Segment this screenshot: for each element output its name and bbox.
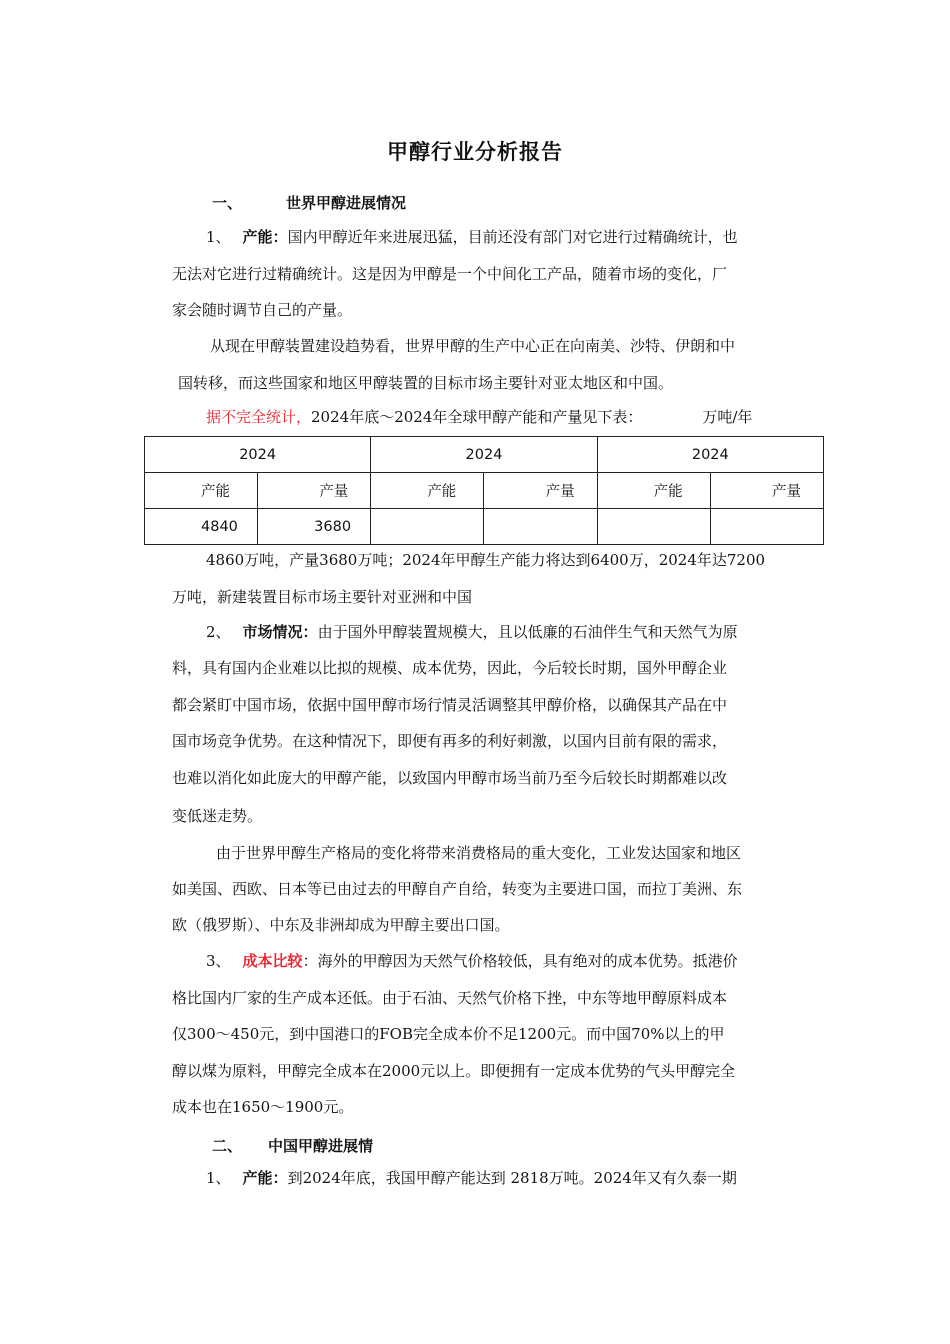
paragraph-line: 成本也在1650～1900元。 <box>172 1098 354 1116</box>
table-subheader: 产能 <box>371 473 484 509</box>
paragraph-line: 醇以煤为原料，甲醇完全成本在2000元以上。即便拥有一定成本优势的气头甲醇完全 <box>172 1062 736 1080</box>
capacity-table <box>144 436 824 545</box>
table-subheader: 产能 <box>145 473 258 509</box>
table-cell <box>484 509 597 545</box>
paragraph-line: 仅300～450元，到中国港口的FOB完全成本价不足1200元。而中国70%以上的甲 <box>172 1025 725 1043</box>
table-subheader: 产量 <box>484 473 597 509</box>
table-cell <box>597 509 710 545</box>
table-cell: 4840 <box>145 509 258 545</box>
table-header: 2024 <box>145 437 371 473</box>
table-subheader: 产量 <box>258 473 371 509</box>
paragraph-line: 万吨，新建装置目标市场主要针对亚洲和中国 <box>172 588 473 606</box>
section-heading: 二、 中国甲醇进展情 <box>212 1137 374 1155</box>
section-heading: 一、 世界甲醇进展情况 <box>212 194 407 212</box>
table-cell: 3680 <box>258 509 371 545</box>
paragraph-line: 由于世界甲醇生产格局的变化将带来消费格局的重大变化，工业发达国家和地区 <box>216 844 742 862</box>
paragraph-line: 都会紧盯中国市场，依据中国甲醇市场行情灵活调整其甲醇价格，以确保其产品在中 <box>172 696 728 714</box>
table-cell <box>710 509 823 545</box>
paragraph-line: 变低迷走势。 <box>172 807 263 825</box>
paragraph-line: 从现在甲醇装置建设趋势看，世界甲醇的生产中心正在向南美、沙特、伊朗和中 <box>210 337 736 355</box>
paragraph-line: 1、 产能：到2024年底，我国甲醇产能达到 2818万吨。2024年又有久泰一期 <box>206 1169 737 1187</box>
table-subheader: 产能 <box>597 473 710 509</box>
paragraph-line: 也难以消化如此庞大的甲醇产能，以致国内甲醇市场当前乃至今后较长时期都难以改 <box>172 769 728 787</box>
paragraph-line: 家会随时调节自己的产量。 <box>172 301 353 319</box>
paragraph-line: 1、 产能：国内甲醇近年来进展迅猛，目前还没有部门对它进行过精确统计，也 <box>206 228 738 246</box>
paragraph-line: 无法对它进行过精确统计。这是因为甲醇是一个中间化工产品，随着市场的变化，厂 <box>172 265 728 283</box>
paragraph-line: 2、 市场情况：由于国外甲醇装置规模大，且以低廉的石油伴生气和天然气为原 <box>206 623 738 641</box>
paragraph-line: 如美国、西欧、日本等已由过去的甲醇自产自给，转变为主要进口国，而拉丁美洲、东 <box>172 880 743 898</box>
page-title: 甲醇行业分析报告 <box>387 140 563 164</box>
table-header: 2024 <box>597 437 823 473</box>
table-header: 2024 <box>371 437 597 473</box>
paragraph-line: 料，具有国内企业难以比拟的规模、成本优势，因此，今后较长时期，国外甲醇企业 <box>172 659 728 677</box>
paragraph-line: 国转移，而这些国家和地区甲醇装置的目标市场主要针对亚太地区和中国。 <box>178 374 674 392</box>
paragraph-line: 4860万吨，产量3680万吨；2024年甲醇生产能力将达到6400万，2024年达7200 <box>206 551 766 569</box>
table-caption: 据不完全统计，2024年底～2024年全球甲醇产能和产量见下表： 万吨/年 <box>206 408 753 426</box>
paragraph-line: 格比国内厂家的生产成本还低。由于石油、天然气价格下挫，中东等地甲醇原料成本 <box>172 989 728 1007</box>
paragraph-line: 国市场竞争优势。在这种情况下，即便有再多的利好刺激，以国内目前有限的需求， <box>172 732 728 750</box>
table-subheader: 产量 <box>710 473 823 509</box>
table-cell <box>371 509 484 545</box>
paragraph-line: 3、 成本比较：海外的甲醇因为天然气价格较低，具有绝对的成本优势。抵港价 <box>206 952 738 970</box>
paragraph-line: 欧（俄罗斯）、中东及非洲却成为甲醇主要出口国。 <box>172 916 510 934</box>
